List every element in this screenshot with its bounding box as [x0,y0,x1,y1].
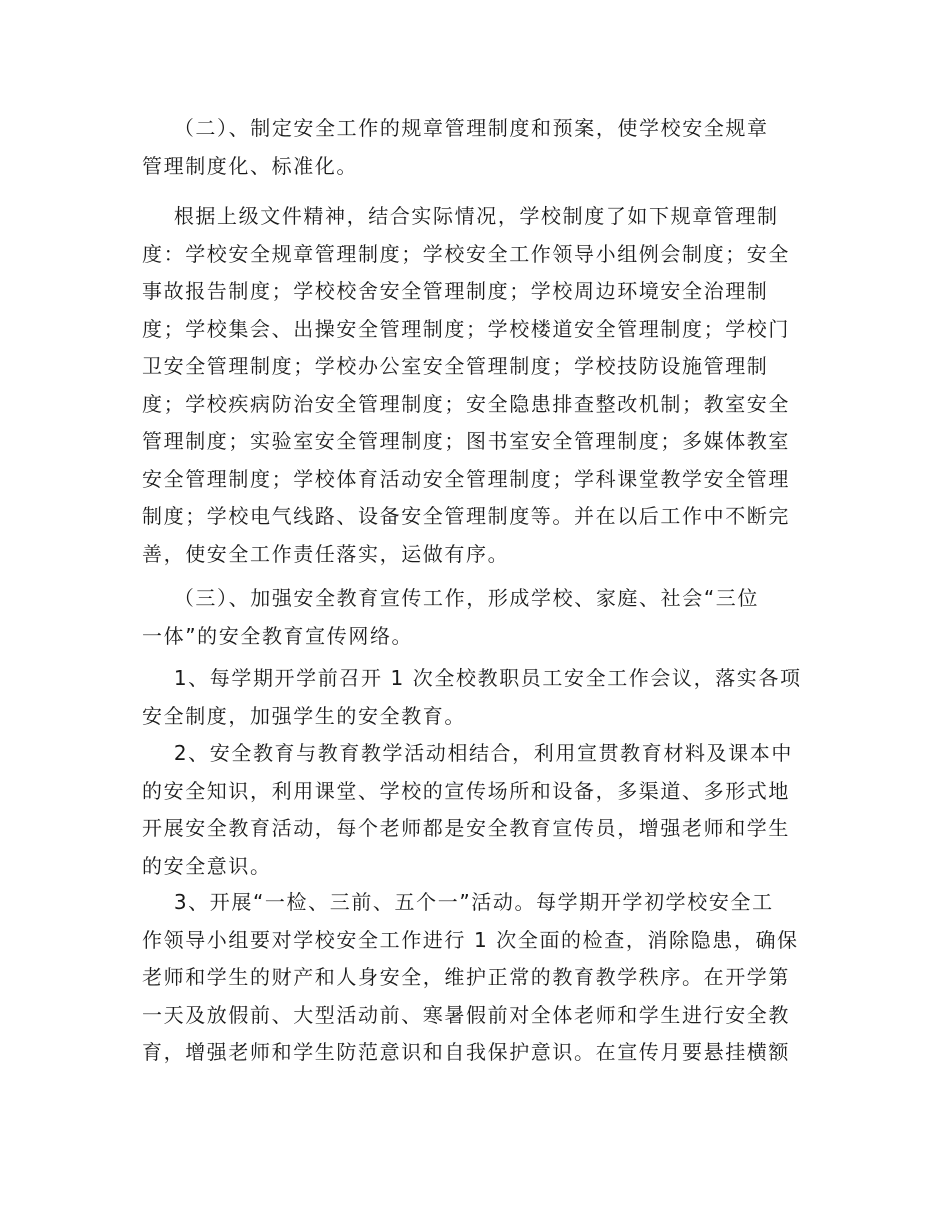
text-line: 3、开展“一检、三前、五个一”活动。每学期开学初学校安全工 [142,890,774,914]
text-line: 根据上级文件精神，结合实际情况，学校制度了如下规章管理制 [142,204,779,228]
section-3-heading [142,580,802,655]
text-line: 2、安全教育与教育教学活动相结合，利用宣贯教育材料及课本中 [142,741,793,765]
text-line: 安全管理制度；学校体育活动安全管理制度；学科课堂教学安全管理 [142,466,790,491]
section-2-body [142,198,802,573]
text-line: 度；学校集会、出操安全管理制度；学校楼道安全管理制度；学校门 [142,316,790,341]
text-line: 作领导小组要对学校安全工作进行 1 次全面的检查，消除隐患，确保 [142,927,799,952]
text-line: （二）、制定安全工作的规章管理制度和预案，使学校安全规章 [142,116,769,140]
text-line: 度；学校疾病防治安全管理制度；安全隐患排查整改机制；教室安全 [142,391,790,416]
text-line: 管理制度；实验室安全管理制度；图书室安全管理制度；多媒体教室 [142,429,790,453]
text-line: 的安全意识。 [142,853,272,878]
item-1 [142,660,802,735]
text-line: 度：学校安全规章管理制度；学校安全工作领导小组例会制度；安全 [142,241,790,266]
text-line: 开展安全教育活动，每个老师都是安全教育宣传员，增强老师和学生 [142,816,790,840]
text-line: 卫安全管理制度；学校办公室安全管理制度；学校技防设施管理制 [142,354,769,378]
text-line: 老师和学生的财产和人身安全，维护正常的教育教学秩序。在开学第 [142,965,790,989]
text-line: 善，使安全工作责任落实，运做有序。 [142,541,510,566]
text-line: 育，增强老师和学生防范意识和自我保护意识。在宣传月要悬挂横额 [142,1040,790,1064]
text-line: 一体”的安全教育宣传网络。 [142,623,414,648]
section-2-heading [142,110,802,185]
text-line: 的安全知识，利用课堂、学校的宣传场所和设备，多渠道、多形式地 [142,778,790,803]
text-line: 事故报告制度；学校校舍安全管理制度；学校周边环境安全治理制 [142,279,769,303]
text-line: （三）、加强安全教育宣传工作，形成学校、家庭、社会“三位 [142,586,759,610]
item-3 [142,884,802,1072]
text-line: 安全制度，加强学生的安全教育。 [142,703,466,728]
text-line: 1、每学期开学前召开 1 次全校教职员工安全工作会议，落实各项 [142,666,802,690]
text-line: 管理制度化、标准化。 [142,153,358,178]
text-line: 一天及放假前、大型活动前、寒暑假前对全体老师和学生进行安全教 [142,1002,790,1027]
item-2 [142,735,802,885]
text-line: 制度；学校电气线路、设备安全管理制度等。并在以后工作中不断完 [142,504,790,528]
